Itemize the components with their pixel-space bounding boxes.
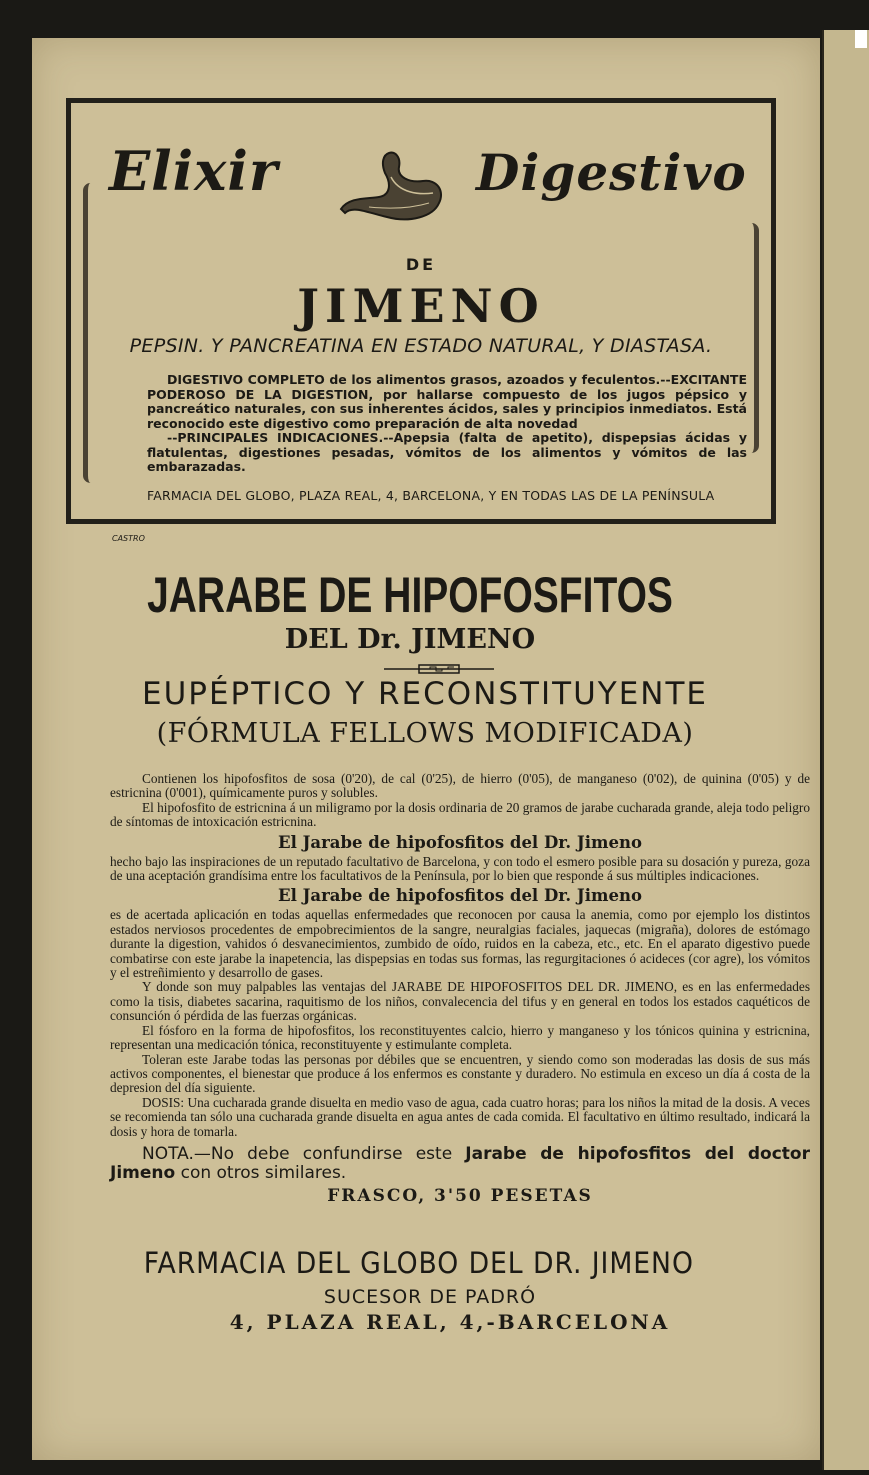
- artist-signature: CASTRO: [112, 534, 145, 543]
- body-paragraph: Contienen los hipofosfitos de sosa (0'20), de cal (0'25), de hierro (0'05), de manganeso (0'02), de quinina (0'05) y de estricnina (0'001), químicamente puros y solubles.: [110, 771, 810, 801]
- ad-title-digestivo: Digestivo: [476, 143, 747, 202]
- vine-ornament-left: [83, 183, 98, 483]
- body-paragraph: Y donde son muy palpables las ventajas del JARABE DE HIPOFOSFITOS DEL DR. JIMENO, es en las enfermedades como la tisis, diabetes sacarina, raquitismo de los niños, convalecencia del tifus y en general en todos los estados caquéticos de consunción ó pérdida de las fuerzas orgánicas.: [110, 979, 810, 1024]
- pharmacy-name: FARMACIA DEL GLOBO DEL DR. JIMENO: [143, 1246, 694, 1280]
- ad-de: DE: [405, 255, 437, 274]
- ad-subtitle: PEPSIN. Y PANCREATINA EN ESTADO NATURAL, Y DIASTASA.: [129, 335, 713, 357]
- corner-mark: [855, 30, 867, 48]
- heading-eupeptico: EUPÉPTICO Y RECONSTITUYENTE: [142, 676, 708, 712]
- section-heading: El Jarabe de hipofosfitos del Dr. Jimeno: [278, 832, 642, 852]
- address-line: 4, PLAZA REAL, 4,-BARCELONA: [229, 1310, 671, 1334]
- heading-formula: (FÓRMULA FELLOWS MODIFICADA): [156, 718, 694, 749]
- ad-body-text: [147, 373, 747, 475]
- divider-ornament: [384, 664, 494, 674]
- ad-brand-name: JIMENO: [297, 279, 545, 333]
- main-title: JARABE DE HIPOFOSFITOS: [147, 567, 673, 623]
- body-paragraph: El hipofosfito de estricnina á un miligramo por la dosis ordinaria de 20 gramos de jarabe cucharada grande, aleja todo peligro de síntomas de intoxicación estricnina.: [110, 799, 810, 830]
- price-line: FRASCO, 3'50 PESETAS: [327, 1185, 593, 1206]
- nota-suffix: con otros similares.: [175, 1162, 347, 1183]
- body-paragraph: hecho bajo las inspiraciones de un reputado facultativo de Barcelona, y con todo el esmero posible para su dosación y pureza, goza de una aceptación grandísima entre los facultativos de la Península, por lo bien que responde á sus múltiples indicaciones.: [110, 853, 810, 884]
- ad-paragraph: --PRINCIPALES INDICACIONES.--Apepsia (falta de apetito), dispepsias ácidas y flatulentas, digestiones pesadas, vómitos de los alimentos y vómitos de las embarazadas.: [147, 430, 747, 474]
- main-body-text: [110, 771, 810, 1206]
- nota-bold: Jarabe de hipofosfitos del doctor Jimeno: [110, 1143, 810, 1183]
- ad-pharmacy-line: FARMACIA DEL GLOBO, PLAZA REAL, 4, BARCELONA, Y EN TODAS LAS DE LA PENÍNSULA: [147, 488, 715, 503]
- nota-prefix: NOTA.—No debe confundirse este: [142, 1143, 466, 1164]
- facing-page-edge: [822, 30, 869, 1470]
- ad-title-elixir: Elixir: [109, 139, 279, 203]
- stomach-illustration: [339, 147, 449, 227]
- body-paragraph: Toleran este Jarabe todas las personas por débiles que se encuentren, y siendo como son moderadas las dosis de sus más activos componentes, el bienestar que produce á los enfermos es constante y duradero. No estimula en exceso un día á costa de la depresion del día siguiente.: [110, 1051, 810, 1096]
- section-heading: El Jarabe de hipofosfitos del Dr. Jimeno: [278, 886, 642, 906]
- ad-paragraph: DIGESTIVO COMPLETO de los alimentos grasos, azoados y feculentos.--EXCITANTE PODEROSO DE LA DIGESTION, por hallarse compuesto de los jugos pépsico y pancreático naturales, con sus inherentes ácidos, sales y principios inmediatos. Está reconocido este digestivo como preparación de alta novedad: [147, 372, 747, 431]
- nota-paragraph: [110, 1145, 810, 1183]
- body-paragraph: El fósforo en la forma de hipofosfitos, los reconstituyentes calcio, hierro y manganeso y los tónicos quinina y estricnina, representan una medicación tónica, reconstituyente y estimulante completa.: [110, 1022, 810, 1053]
- dosage-paragraph: DOSIS: Una cucharada grande disuelta en medio vaso de agua, cada cuatro horas; para los niños la mitad de la dosis. A veces se recomienda tan sólo una cucharada grande disuelta en agua antes de cada comida. El facultativo en último resultado, indicará la dosis y hora de tomarla.: [110, 1094, 810, 1139]
- body-paragraph: es de acertada aplicación en todas aquellas enfermedades que reconocen por causa la anemia, como por ejemplo los distintos estados nerviosos procedentes de empobrecimientos de la sangre, neuralgias faciales, jaquecas (migraña), dolores de estómago durante la digestion, vahidos ó desvanecimientos, zumbido de oído, ruidos en la cabeza, etc., etc. En el aparato digestivo puede combatirse con este jarabe la inapetencia, las dispepsias en todas sus formas, las regurgitaciones ó acideces (cor agre), los vómitos y el estreñimiento y desarrollo de gases.: [110, 907, 810, 981]
- successor-line: SUCESOR DE PADRÓ: [323, 1286, 537, 1308]
- main-subtitle: DEL Dr. JIMENO: [284, 624, 536, 655]
- elixir-advertisement: [66, 98, 776, 524]
